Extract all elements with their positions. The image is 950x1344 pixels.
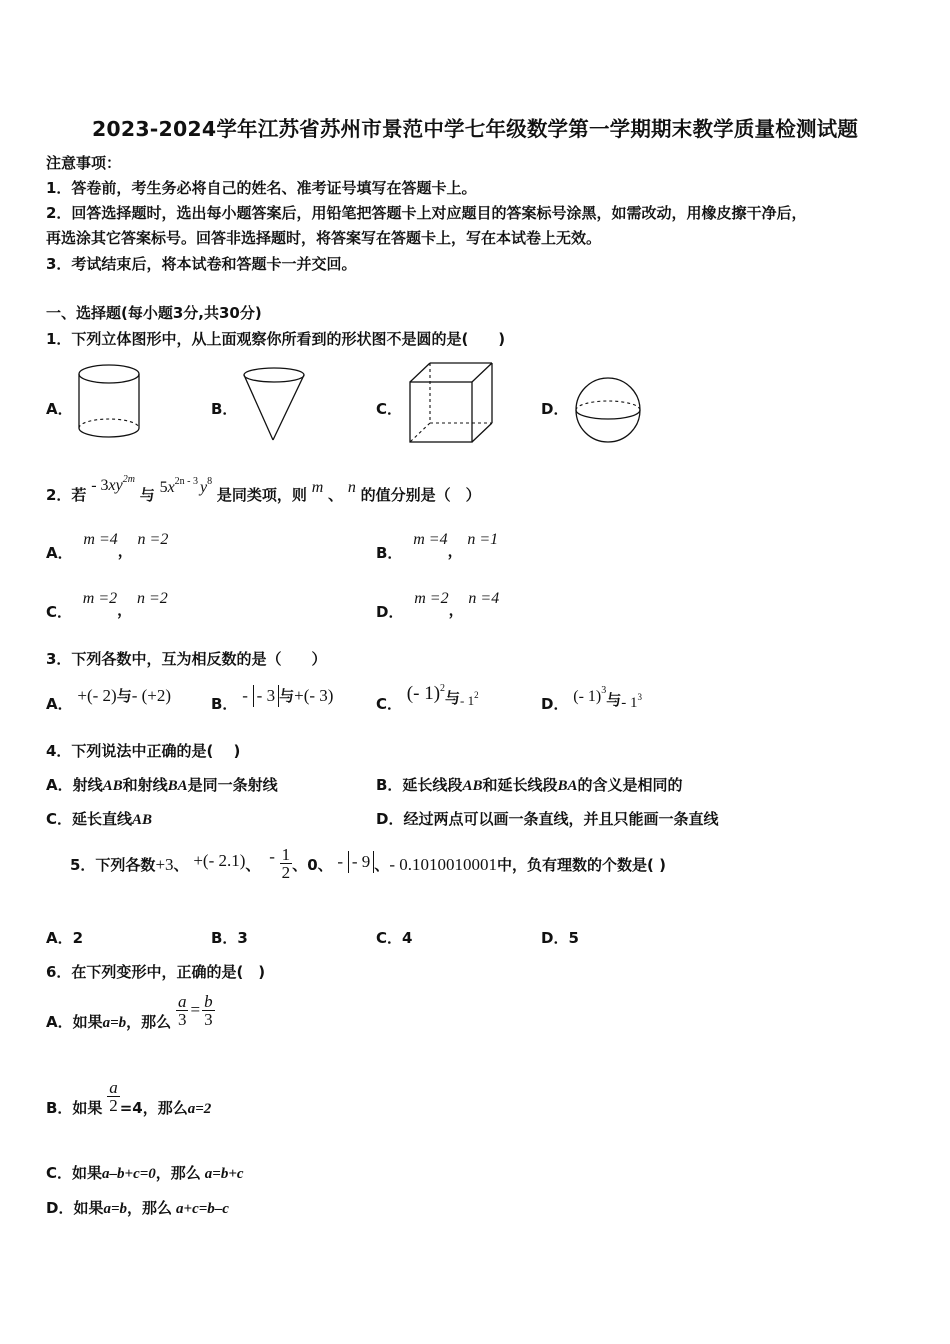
q4-option-b: B．延长线段AB和延长线段BA的含义是相同的 xyxy=(376,776,683,794)
q1-option-b-label: B． xyxy=(211,400,238,418)
q5-option-d: D．5 xyxy=(541,929,579,947)
q4-option-d: D．经过两点可以画一条直线，并且只能画一条直线 xyxy=(376,810,719,828)
q2-option-c: C． m =2， n =2 xyxy=(46,590,168,621)
q2-term-2: $5x^{2n - 3}$ $y^8$ xyxy=(159,476,213,496)
cylinder-icon xyxy=(76,362,144,444)
q6-option-c: C．如果a–b+c=0，那么 a=b+c xyxy=(46,1164,244,1182)
q4-option-a: A．射线AB和射线BA是同一条射线 xyxy=(46,776,278,794)
q5-option-c: C．4 xyxy=(376,929,413,947)
q6-option-d: D．如果a=b，那么 a+c=b–c xyxy=(46,1199,229,1217)
q2-var-m: m xyxy=(311,479,324,496)
q2-term-1: - $3xy^{2m}$ xyxy=(91,474,135,494)
section-heading: 一、选择题(每小题3分,共30分) xyxy=(46,304,262,322)
q2-prefix: 2．若 xyxy=(46,486,87,504)
q5-option-b: B．3 xyxy=(211,929,248,947)
question-6-stem: 6．在下列变形中，正确的是( ) xyxy=(46,963,266,981)
q2-sep: 、 xyxy=(328,486,344,504)
notice-item-3: 3．考试结束后，将本试卷和答题卡一并交回。 xyxy=(46,255,357,273)
q2-var-n: n xyxy=(347,479,356,496)
question-2-stem xyxy=(46,472,481,514)
q3-option-d: D． (- 1)$^3$与- 13 xyxy=(541,685,642,713)
q6-option-a: A．如果a=b，那么 $\frac{a}{3}$ = $\frac{b}{3}$ xyxy=(46,992,213,1031)
q5-fraction-one-half: $\frac{1}{2}$ xyxy=(281,845,291,882)
q2-option-a: A． m =4， n =2 xyxy=(46,531,169,562)
cube-icon xyxy=(406,360,496,446)
notice-heading: 注意事项： xyxy=(46,154,122,172)
q2-suffix-2: 的值分别是（ ） xyxy=(360,486,481,504)
notice-item-1: 1．答卷前，考生务必将自己的姓名、准考证号填写在答题卡上。 xyxy=(46,179,477,197)
q3-option-c: C． (- 1)$^2$与- 12 xyxy=(376,683,479,713)
q2-option-d: D． m =2， n =4 xyxy=(376,590,500,621)
q2-and: 与 xyxy=(139,486,155,504)
notice-item-2-continued: 再选涂其它答案标号。回答非选择题时，将答案写在答题卡上，写在本试卷上无效。 xyxy=(46,229,602,247)
q1-option-a-label: A． xyxy=(46,400,73,418)
q3-option-a: A． +(- 2)与- (+2) xyxy=(46,686,172,713)
question-3-stem: 3．下列各数中，互为相反数的是（ ） xyxy=(46,650,327,668)
q2-option-b: B． m =4， n =1 xyxy=(376,531,499,562)
sphere-icon xyxy=(572,374,644,446)
q2-suffix-1: 是同类项，则 xyxy=(216,486,307,504)
q1-option-d-label: D． xyxy=(541,400,569,418)
q4-option-c: C．延长直线AB xyxy=(46,810,153,828)
q6-option-b: B．如果 $\frac{a}{2}$ =4，那么a=2 xyxy=(46,1078,212,1117)
question-5-stem: 5．下列各数+3、 +(- 2.1)、 - $\frac{1}{2}$ 、0、 - - 9 、- 0.1010010001中，负有理数的个数是( ) xyxy=(70,845,666,882)
q5-option-a: A．2 xyxy=(46,929,84,947)
question-1-stem: 1．下列立体图形中，从上面观察你所看到的形状图不是圆的是( ) xyxy=(46,330,506,348)
page-title: 2023-2024学年江苏省苏州市景范中学七年级数学第一学期期末教学质量检测试题 xyxy=(91,117,859,141)
cone-icon xyxy=(240,364,308,444)
notice-item-2: 2．回答选择题时，选出每小题答案后，用铅笔把答题卡上对应题目的答案标号涂黑，如需改动，用橡皮擦干净后， xyxy=(46,204,807,222)
q3-option-b: B． - - 3 与+(- 3) xyxy=(211,686,334,713)
question-4-stem: 4．下列说法中正确的是( ) xyxy=(46,742,241,760)
q1-option-c-label: C． xyxy=(376,400,403,418)
